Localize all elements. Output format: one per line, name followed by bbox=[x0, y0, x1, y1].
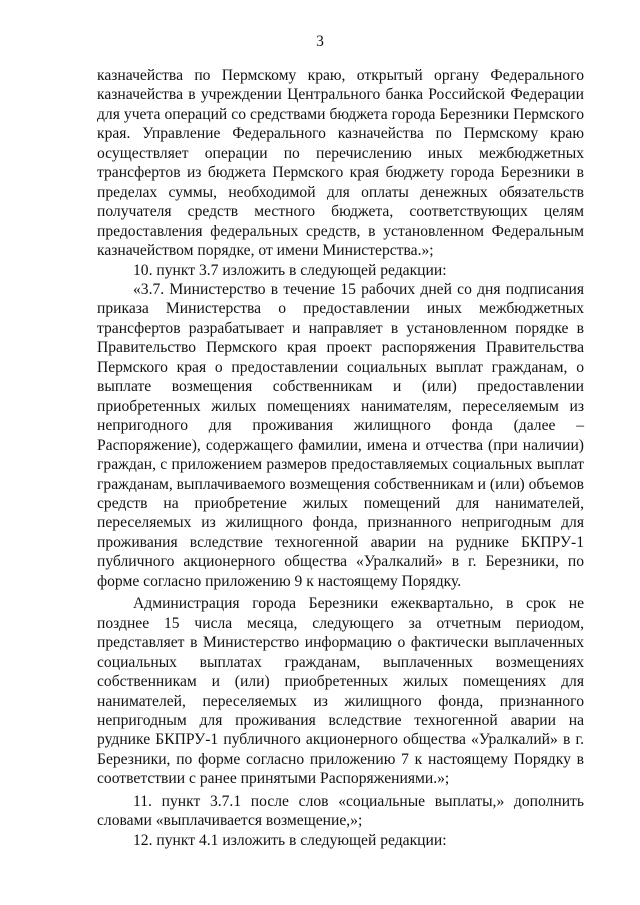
document-body bbox=[97, 66, 584, 850]
paragraph-item-11: 11. пункт 3.7.1 после слов «социальные выплаты,» дополнить словами «выплачивается возмещение,»; bbox=[97, 792, 584, 830]
paragraph-continuation: казначейства по Пермскому краю, открытый органу Федерального казначейства в учреждении Центрального банка Российской Федерации для учета операций со средствами бюджета города Березники Пермского края. Управление Федерального казначейства по Пермскому краю осуществляет операции по перечислению иных межбюджетных трансфертов из бюджета Пермского края бюджету города Березники в пределах суммы, необходимой для оплаты денежных обязательств получателя средств местного бюджета, соответствующих целям предоставления федеральных средств, в установленном Федеральным казначейством порядке, от имени Министерства.»; bbox=[97, 67, 584, 260]
paragraph-item-10: 10. пункт 3.7 изложить в следующей редакции: bbox=[133, 261, 447, 279]
paragraph-item-12: 12. пункт 4.1 изложить в следующей редакции: bbox=[133, 831, 447, 849]
page-number: 3 bbox=[316, 33, 324, 50]
paragraph-clause-3-7: «3.7. Министерство в течение 15 рабочих дней со дня подписания приказа Министерства о предоставлении иных межбюджетных трансфертов разрабатывает и направляет в установленном порядке в Правительство Пермского края проект распоряжения Правительства Пермского края о предоставлении социальных выплат гражданам, о выплате возмещения собственникам и (или) предоставлении приобретенных жилых помещениях нанимателям, переселяемым из непригодного для проживания жилищного фонда (далее – Распоряжение), содержащего фамилии, имена и отчества (при наличии) граждан, с приложением размеров предоставляемых социальных выплат гражданам, выплачиваемого возмещения собственникам и (или) объемов средств на приобретение жилых помещений для нанимателей, переселяемых из жилищного фонда, признанного непригодным для проживания вследствие техногенной аварии на руднике БКПРУ-1 публичного акционерного общества «Уралкалий» в г. Березники, по форме согласно приложению 9 к настоящему Порядку. bbox=[97, 280, 584, 590]
paragraph-administration-report: Администрация города Березники ежеквартально, в срок не позднее 15 числа месяца, следующего за отчетным периодом, представляет в Министерство информацию о фактически выплаченных социальных выплатах гражданам, выплаченных возмещениях собственникам и (или) приобретенных жилых помещениях для нанимателей, переселяемых из жилищного фонда, признанного непригодным для проживания вследствие техногенной аварии на руднике БКПРУ-1 публичного акционерного общества «Уралкалий» в г. Березники, по форме согласно приложению 7 к настоящему Порядку в соответствии с ранее принятыми Распоряжениями.»; bbox=[97, 595, 584, 788]
